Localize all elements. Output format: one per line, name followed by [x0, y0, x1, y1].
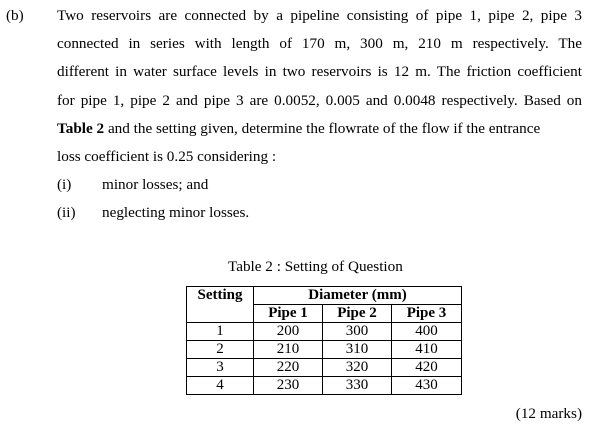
question-line-4: for pipe 1, pipe 2 and pipe 3 are 0.0052, 0.005 and 0.0048 respectively. Based on — [57, 92, 582, 109]
table-row — [187, 341, 462, 359]
setting-header: Setting — [187, 287, 254, 323]
pipe-1-cell: 200 — [254, 323, 323, 341]
pipe-2-cell: 320 — [323, 359, 392, 377]
question-line-3: different in water surface levels in two reservoirs is 12 m. The friction coefficient — [57, 63, 582, 80]
pipe-2-cell: 330 — [323, 377, 392, 395]
pipe-3-cell: 420 — [392, 359, 462, 377]
question-part-label: (b) — [6, 7, 24, 24]
pipe-3-cell: 400 — [392, 323, 462, 341]
question-line-5 — [57, 120, 582, 138]
pipe-1-header: Pipe 1 — [254, 305, 323, 323]
table-row — [187, 377, 462, 395]
setting-cell: 3 — [187, 359, 254, 377]
pipe-3-header: Pipe 3 — [392, 305, 462, 323]
item-number-ii: (ii) — [57, 204, 76, 221]
item-text-ii: neglecting minor losses. — [102, 204, 250, 221]
setting-cell: 4 — [187, 377, 254, 395]
pipe-3-cell: 410 — [392, 341, 462, 359]
pipe-2-header: Pipe 2 — [323, 305, 392, 323]
diameter-header: Diameter (mm) — [254, 287, 462, 305]
table-row — [187, 359, 462, 377]
setting-cell: 1 — [187, 323, 254, 341]
item-text-i: minor losses; and — [102, 176, 209, 193]
question-line-6: loss coefficient is 0.25 considering : — [57, 148, 277, 165]
marks-label: (12 marks) — [515, 405, 582, 422]
item-number-i: (i) — [57, 176, 72, 193]
question-line-5-text: and the setting given, determine the flowrate of the flow if the entrance — [104, 120, 541, 137]
pipe-3-cell: 430 — [392, 377, 462, 395]
table-row — [187, 323, 462, 341]
table-caption: Table 2 : Setting of Question — [228, 258, 403, 275]
question-line-2: connected in series with length of 170 m, 300 m, 210 m respectively. The — [57, 35, 582, 52]
settings-table — [186, 286, 462, 395]
pipe-1-cell: 220 — [254, 359, 323, 377]
pipe-2-cell: 300 — [323, 323, 392, 341]
pipe-1-cell: 230 — [254, 377, 323, 395]
pipe-1-cell: 210 — [254, 341, 323, 359]
question-line-1: Two reservoirs are connected by a pipeline consisting of pipe 1, pipe 2, pipe 3 — [57, 7, 582, 24]
table-reference: Table 2 — [57, 120, 105, 137]
setting-cell: 2 — [187, 341, 254, 359]
pipe-2-cell: 310 — [323, 341, 392, 359]
